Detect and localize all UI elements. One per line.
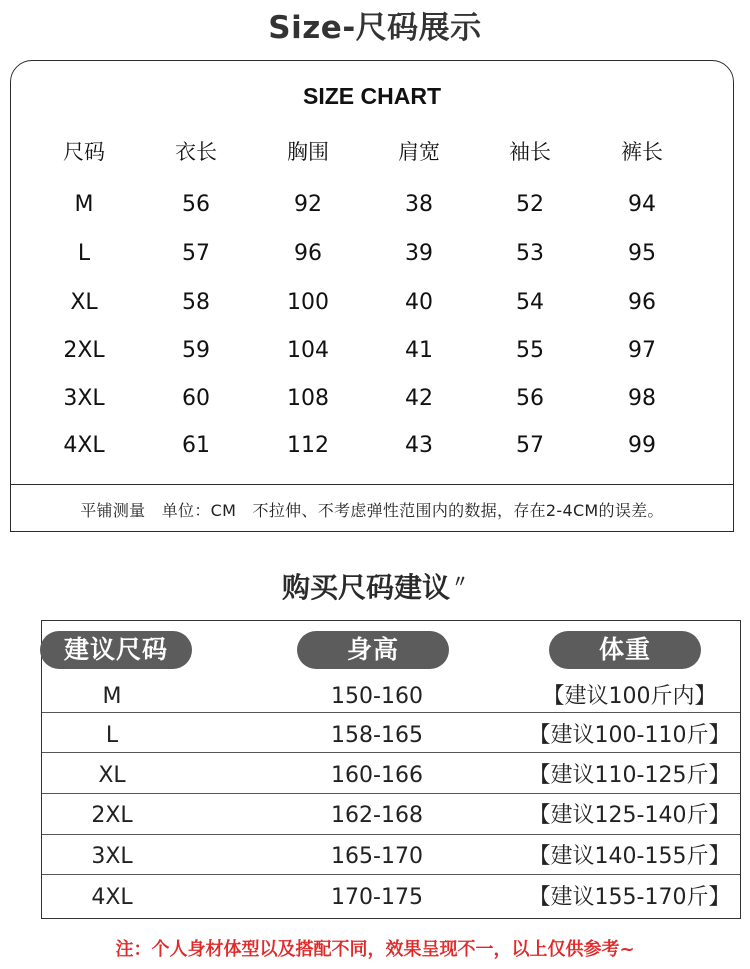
table-row [11, 386, 733, 416]
table-row [42, 716, 740, 756]
cell-height: 158-165 [331, 723, 423, 748]
size-chart-header-row [11, 136, 733, 166]
row-divider [42, 834, 740, 835]
measurement-note: 平铺测量 单位：CM 不拉伸、不考虑弹性范围内的数据，存在2-4CM的误差。 [80, 501, 664, 520]
cell-shoulder: 42 [405, 386, 433, 411]
cell-sleeve: 53 [516, 241, 544, 266]
table-row [11, 433, 733, 463]
header-length: 衣长 [175, 140, 217, 164]
cell-height: 160-166 [331, 763, 423, 788]
table-row [42, 677, 740, 717]
cell-size: 2XL [63, 338, 105, 363]
size-chart-title: SIZE CHART [303, 83, 441, 109]
cell-weight: 【建议140-155斤】 [528, 844, 731, 869]
header-pill-height: 身高 [297, 631, 449, 669]
cell-height: 165-170 [331, 844, 423, 869]
disclaimer-note: 注：个人身材体型以及搭配不同，效果呈现不一，以上仅供参考~ [115, 939, 635, 960]
table-row [11, 290, 733, 320]
cell-size: 2XL [91, 803, 133, 828]
header-sleeve: 袖长 [509, 140, 551, 164]
cell-size: M [102, 684, 122, 709]
header-pill-weight: 体重 [549, 631, 701, 669]
cell-sleeve: 56 [516, 386, 544, 411]
cell-chest: 100 [287, 290, 329, 315]
cell-weight: 【建议100-110斤】 [528, 723, 731, 748]
table-row [11, 241, 733, 271]
table-row [11, 338, 733, 368]
cell-size: XL [70, 290, 98, 315]
header-pill-size: 建议尺码 [40, 631, 192, 669]
cell-pants-length: 97 [628, 338, 656, 363]
cell-chest: 92 [294, 192, 322, 217]
cell-shoulder: 43 [405, 433, 433, 458]
cell-size: 3XL [91, 844, 133, 869]
size-chart-table [10, 60, 734, 532]
cell-size: L [105, 723, 119, 748]
cell-size: 3XL [63, 386, 105, 411]
cell-shoulder: 39 [405, 241, 433, 266]
cell-pants-length: 96 [628, 290, 656, 315]
cell-weight: 【建议100斤内】 [542, 684, 717, 709]
title-decoration-mark: 〃 [452, 571, 469, 591]
row-divider [42, 874, 740, 875]
cell-shoulder: 40 [405, 290, 433, 315]
cell-sleeve: 52 [516, 192, 544, 217]
table-row [11, 192, 733, 222]
header-chest: 胸围 [287, 140, 329, 164]
cell-chest: 108 [287, 386, 329, 411]
cell-height: 162-168 [331, 803, 423, 828]
cell-length: 60 [182, 386, 210, 411]
cell-weight: 【建议155-170斤】 [528, 885, 731, 910]
cell-sleeve: 55 [516, 338, 544, 363]
cell-chest: 112 [287, 433, 329, 458]
cell-sleeve: 57 [516, 433, 544, 458]
recommendation-title [0, 566, 750, 606]
table-row [42, 796, 740, 836]
cell-chest: 96 [294, 241, 322, 266]
cell-shoulder: 38 [405, 192, 433, 217]
table-row [42, 837, 740, 877]
cell-size: L [77, 241, 91, 266]
cell-length: 61 [182, 433, 210, 458]
cell-weight: 【建议125-140斤】 [528, 803, 731, 828]
cell-height: 170-175 [331, 885, 423, 910]
cell-height: 150-160 [331, 684, 423, 709]
table-row [42, 878, 740, 918]
recommendation-table [41, 620, 741, 919]
recommendation-title-text: 购买尺码建议 [281, 571, 450, 604]
chart-divider [11, 484, 733, 485]
page-title: Size-尺码展示 [268, 10, 482, 46]
header-size: 尺码 [63, 140, 105, 164]
cell-length: 58 [182, 290, 210, 315]
header-shoulder: 肩宽 [398, 140, 440, 164]
cell-pants-length: 99 [628, 433, 656, 458]
header-pants-length: 裤长 [621, 140, 663, 164]
row-divider [42, 793, 740, 794]
cell-size: 4XL [63, 433, 105, 458]
row-divider [42, 752, 740, 753]
row-divider [42, 712, 740, 713]
cell-size: XL [98, 763, 126, 788]
cell-size: M [74, 192, 94, 217]
cell-weight: 【建议110-125斤】 [528, 763, 731, 788]
cell-chest: 104 [287, 338, 329, 363]
cell-shoulder: 41 [405, 338, 433, 363]
cell-length: 57 [182, 241, 210, 266]
cell-pants-length: 94 [628, 192, 656, 217]
cell-sleeve: 54 [516, 290, 544, 315]
table-row [42, 756, 740, 796]
cell-pants-length: 98 [628, 386, 656, 411]
cell-length: 59 [182, 338, 210, 363]
cell-size: 4XL [91, 885, 133, 910]
cell-pants-length: 95 [628, 241, 656, 266]
cell-length: 56 [182, 192, 210, 217]
